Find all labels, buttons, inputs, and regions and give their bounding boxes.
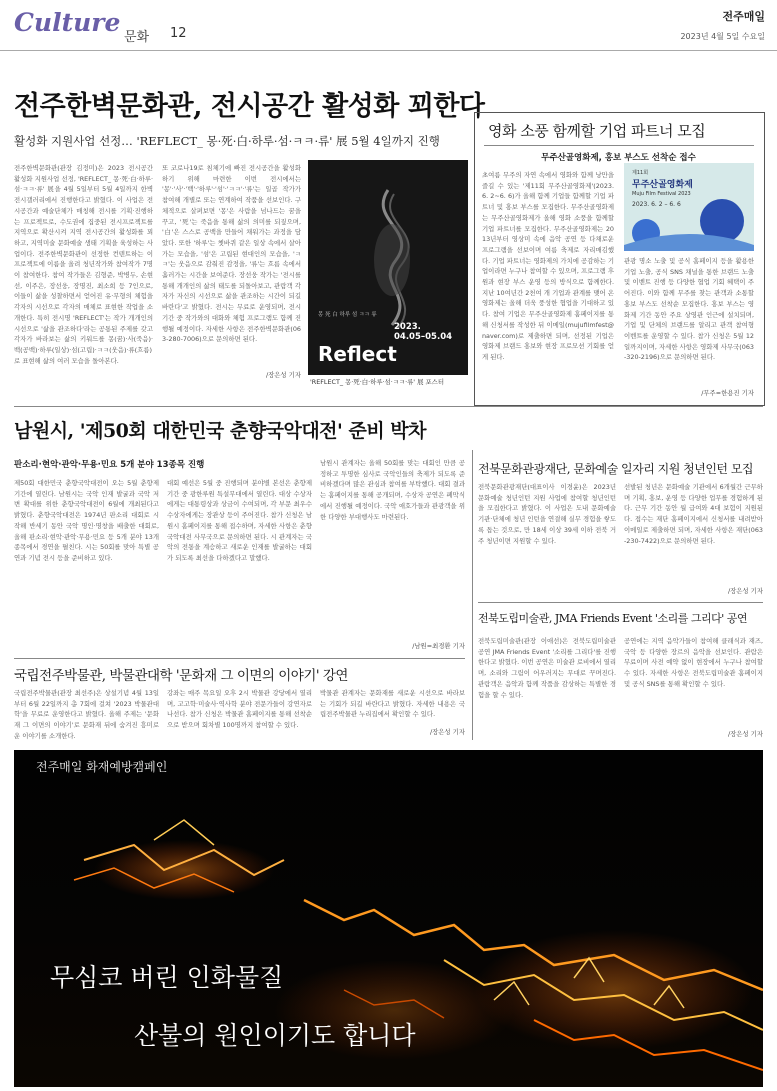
article4-column-3: 박물관 관계자는 문화재를 새로운 시선으로 바라보는 기회가 되길 바란다고 밝혔다. 자세한 내용은 국립전주박물관 누리집에서 확인할 수 있다. [320,689,465,719]
muju-poster [624,163,754,251]
campaign-line-2: 산불의 원인이기도 합니다 [134,1021,416,1050]
poster-subtitle: Muju Film Festival 2023 [632,191,691,197]
article1-credit: /장은성 기자 [265,371,301,379]
article1-column-2: 또 코로나19로 침체기에 빠진 전시공간을 활성화하기 위해 마련한 이번 전시에서는 '몽'·'사'·'백'·'하루'·'섬'·'ㅋㅋ'·'류'는 일곱 작가가 참여해 개별로 또는 연계하여 작품을 선보인다. 구체적으로 살펴보면 '몽'은 사람을 넘나드는 꿈을 꾸고, '死'는 죽음을 통해 삶의 의미를 되짚으며, '白'은 스스로 공백을 만들어 채워가는 과정을 담았다. 또한 '하루'는 쳇바퀴 같은 일상 속에서 살아가는 모습을, '섬'은 고립된 현대인의 모습을, 'ㅋㅋ'는 웃음으로 감춰진 감정을, '류'는 흐름 속에서 흘러가는 시간을 보여준다. 장선웅 작가는 '전시를 통해 개개인의 삶의 태도를 되돌아보고, 관람객 각자가 자신의 시선으로 삶을 관조하는 시간이 되길 바란다'고 밝혔다. 전시는 무료로 운영되며, 전시 기간 중 작가와의 대화와 체험 프로그램도 함께 진행될 예정이다. 자세한 사항은 전주한벽문화관(063-280-7006)으로 문의하면 된다. [162,164,301,344]
article2-column-1: 초여름 무주의 자연 속에서 영화와 함께 낭만을 즐길 수 있는 '제11회 무주산골영화제'(2023. 6. 2~6. 6)가 올해 함께 기업들 함께할 기업 파트너 및 홍보 부스를 모집한다. 무주산골영화제는 무주산골영화제가 올해 영화 소풍을 함께할 기업 파트너를 모집한다. 무주산골영화제는 2013년부터 영상미 속에 음악 공연 등 다채로운 프로그램을 선보이며 여름 축제로 자리매김했다. 기업 파트너는 영화제의 가치에 공감하는 기업이라면 누구나 참여할 수 있으며, 프로그램 후원과 현장 부스 운영 등의 방식으로 함께한다. 지난 10여년간 2천여 개 기업과 관계를 맺어 온 영화제는 올해 더욱 풍성한 협업을 기대하고 있다. 참여 기업은 무주산골영화제 홈페이지를 통해 신청서를 작성한 뒤 이메일(mujufilmfest@naver.com)로 제출하면 되며, 선정된 기업은 영화제 브랜드 홍보와 현장 프로모션 기회를 얻게 된다. [482,171,614,361]
article5-headline: 전북문화관광재단, 문화예술 일자리 지원 청년인턴 모집 [478,462,754,476]
article4-divider [14,658,465,659]
issue-date: 2023년 4월 5일 수요일 [680,32,765,41]
article4-column-1: 국립전주박물관(관장 최선주)은 상설기념 4월 13일부터 6월 22일까지 총 7회에 걸쳐 '2023 박물관대학'을 무료로 운영한다고 밝혔다. 올해 주제는 '문화재 그 이면의 이야기'로 문화재 뒤에 숨겨진 흥미로운 이야기를 소개한다. [14,689,159,740]
article2-subhead: 무주산골영화제, 홍보 부스도 선착순 접수 [541,153,696,163]
article3-credit: /남원=최경환 기자 [412,642,465,650]
article4-credit: /장은성 기자 [429,728,465,736]
page-header [0,0,777,51]
poster-dates: 2023. 04.05–05.04 [394,322,453,342]
poster-names: 몽 死 白 하루 섬 ㅋㅋ 류 [318,312,377,318]
article3-headline: 남원시, '제50회 대한민국 춘향국악대전' 준비 박차 [14,420,426,442]
article1-column-1: 전주한벽문화관(관장 김정미)은 2023 전시공간 활성화 지원사업 선정, 'REFLECT_ 몽·死·白·하루·섬·ㅋㅋ·류' 展을 4월 5일부터 5월 4일까지 한벽전시갤러리에서 진행한다고 밝혔다. 이 사업은 전시공간과 예술단체가 매칭해 전시를 기획·진행하는 프로젝트로, 수도권에 집중된 전시프로젝트를 지역으로 확산시켜 지역 전시공간의 활성화를 꾀하고, 지역미술 문화예술 생태 기획을 육성하는 사업이다. 전주한벽문화관이 선정한 컨텐트하는 이 프로젝트에 이름을 올려 청년작가와 참여작가 7명이 참여한다. 참여 작가들은 김형준, 박병두, 손현선, 이주은, 장선웅, 장명진, 최소희 등 7인으로, 이들이 삶을 성찰하면서 얻어진 유·무형의 체험을 각자의 시선으로 각자의 매체로 표현한 작업을 소개한다. 특히 전시명 'REFLECT'는 작가 개개인의 시선으로 '삶을 관조하다'라는 공통된 주제를 갖고 각자가 바라보는 삶의 키워드를 몽(꿈)·사(죽음)·백(공백)·하루(일상)·섬(고립)·ㅋㅋ(웃음)·류(흐름)로 표현해 삶의 여러 모습을 돌아본다. [14,164,153,365]
article2-divider [484,145,754,146]
article1-headline: 전주한벽문화관, 전시공간 활성화 꾀한다 [14,91,485,122]
article1-subhead: 활성화 지원사업 선정… 'REFLECT_ 몽·死·白·하루·섬·ㅋㅋ·류' 展 5월 4일까지 진행 [14,134,440,148]
article3-column-3: 남원시 관계자는 올해 50회를 맞는 대회인 만큼 공정하고 투명한 심사로 국악인들의 축제가 되도록 준비하겠다며 많은 관심과 참여를 부탁했다. 대회 결과는 홈페이지를 통해 공개되며, 수상자 공연은 폐막식에서 진행될 예정이다. 국악 애호가들과 관광객을 위한 다양한 부대행사도 마련된다. [320,459,465,521]
article3-subhead: 판소리·현악·관악·무용·민요 5개 분야 13종목 진행 [14,460,205,470]
article6-column-1: 전북도립미술관(관장 이애선)은 전북도립미술관 공연 JMA Friends Event '소리를 그리다'를 진행한다고 밝혔다. 이번 공연은 미술관 로비에서 열리며, 소리와 그림이 어우러지는 무대로 꾸며진다. 관람객은 음악과 함께 작품을 감상하는 특별한 경험을 할 수 있다. [478,637,616,699]
page-number: 12 [170,26,187,41]
poster-festival-title: 무주산골영화제 [632,180,693,190]
newspaper-name: 전주매일 [722,10,765,23]
article3-column-2: 대회 예선은 5월 중 진행되며 분야별 본선은 춘향제 기간 중 광한루원 특설무대에서 열린다. 대상 수상자에게는 대통령상과 상금이 수여되며, 각 부문 최우수 수상자에게는 장관상 등이 주어진다. 참가 신청은 남원시 홈페이지를 통해 접수하며, 자세한 사항은 춘향국악대전 사무국으로 문의하면 된다. 시 관계자는 국악의 전통을 계승하고 새로운 인재를 발굴하는 대회가 되도록 최선을 다하겠다고 말했다. [167,479,312,562]
section-logo: Culture [14,8,121,37]
article5-column-1: 전북문화관광재단(대표이사 이경윤)은 2023년 문화예술 청년인턴 지원 사업에 참여할 청년인턴을 모집한다고 밝혔다. 이 사업은 도내 문화예술 기관·단체에 청년 인턴을 연결해 실무 경험을 쌓도록 돕는 것으로, 만 18세 이상 39세 이하 전북 거주 청년이면 지원할 수 있다. [478,483,616,545]
poster-title: Reflect [318,342,397,366]
article6-credit: /장은성 기자 [727,730,763,738]
article2-credit: /무주=한용진 기자 [701,389,754,397]
article5-column-2: 선발된 청년은 문화예술 기관에서 6개월간 근무하며 기획, 홍보, 운영 등 다양한 업무를 경험하게 된다. 근무 기간 동안 월 급여와 4대 보험이 지원된다. 접수는 재단 홈페이지에서 신청서를 내려받아 이메일로 제출하면 되며, 자세한 사항은 재단(063-230-7422)으로 문의하면 된다. [624,483,763,545]
campaign-banner [14,750,763,1087]
section-label: 문화 [124,30,150,45]
article6-headline: 전북도립미술관, JMA Friends Event '소리를 그리다' 공연 [478,612,747,625]
poster-edition: 제11회 [632,170,649,176]
article6-column-2: 공연에는 지역 음악가들이 참여해 클래식과 재즈, 국악 등 다양한 장르의 음악을 선보인다. 관람은 무료이며 사전 예약 없이 현장에서 누구나 참여할 수 있다. 자세한 사항은 전북도립미술관 홈페이지 및 공식 SNS를 통해 확인할 수 있다. [624,637,763,688]
article5-credit: /장은성 기자 [727,587,763,595]
campaign-label: 전주매일 화재예방캠페인 [36,760,168,774]
poster-festival-date: 2023. 6. 2 – 6. 6 [632,201,681,208]
article2-headline: 영화 소풍 함께할 기업 파트너 모집 [488,122,706,140]
article2-column-2: 관광 명소 노출 및 공식 홈페이지 등을 활용한 기업 노출, 공식 SNS 채널을 통한 브랜드 노출 및 이벤트 진행 등 다양한 협업 기회 혜택이 주어진다. 이와 함께 무주를 찾는 관객과 소통할 홍보 부스도 선착순 모집한다. 홍보 부스는 영화제 기간 동안 주요 상영관 인근에 설치되며, 기업 및 단체의 브랜드를 알리고 관객 참여형 이벤트를 운영할 수 있다. 참가 신청은 5월 12일까지이며, 자세한 사항은 영화제 사무국(063-320-2196)으로 문의하면 된다. [624,257,754,362]
article4-column-2: 강좌는 매주 목요일 오후 2시 박물관 강당에서 열리며, 고고학·미술사·역사학 분야 전문가들이 강연자로 나선다. 참가 신청은 박물관 홈페이지를 통해 선착순으로 받으며 회차별 100명까지 참여할 수 있다. [167,689,312,730]
campaign-line-1: 무심코 버린 인화물질 [50,963,284,992]
reflect-poster [308,160,468,375]
poster-caption: 'REFLECT_ 몽·死·白·하루·섬·ㅋㅋ·류' 展 포스터 [310,378,445,386]
article3-column-1: 제50회 대한민국 춘향국악대전이 오는 5월 춘향제 기간에 열린다. 남원시는 국악 인재 발굴과 국악 저변 확대를 위한 춘향국악대전이 6월에 개최된다고 밝혔다. 춘향국악대전은 1974년 판소리 대회로 시작해 반세기 동안 국악 명인·명창을 배출한 대회로, 올해 판소리·현악·관악·무용·민요 등 5개 분야 13개 종목에서 경연을 펼친다. 시는 50회를 맞아 특별 공연과 기념 전시 등을 준비하고 있다. [14,479,159,562]
article6-divider [478,602,763,603]
column-rule [472,450,473,740]
article4-headline: 국립전주박물관, 박물관대학 '문화재 그 이면의 이야기' 강연 [14,668,348,684]
section-divider [14,406,763,407]
